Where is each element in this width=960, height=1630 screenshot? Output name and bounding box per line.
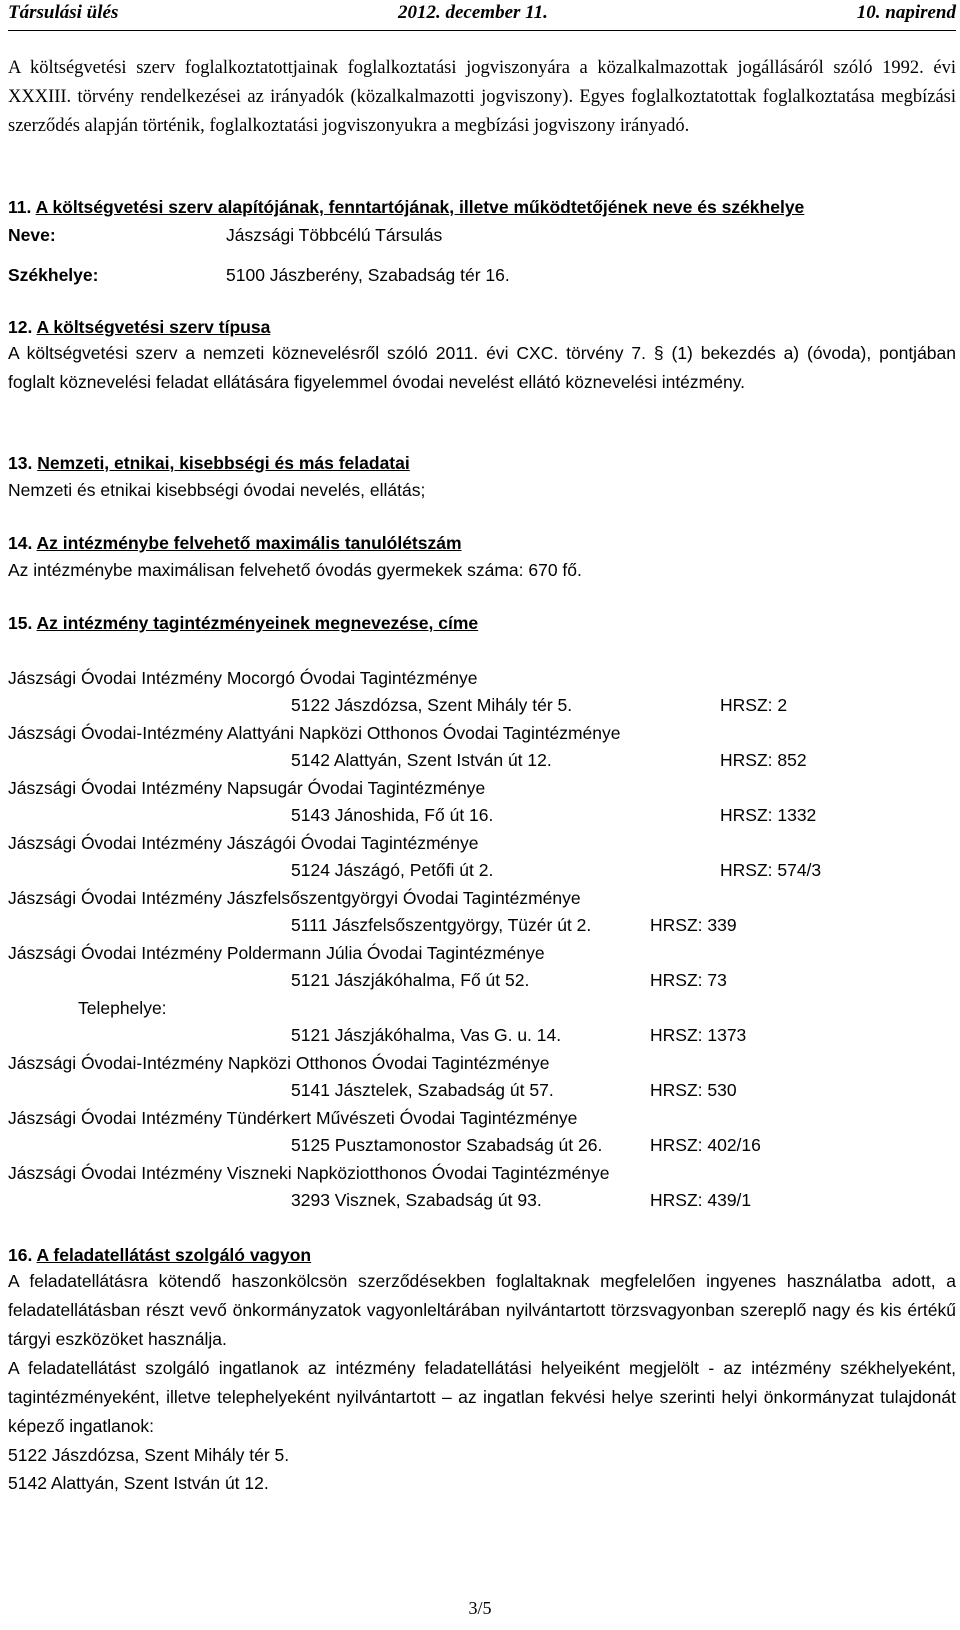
unit-name: Jászsági Óvodai Intézmény Jászfelsőszentgyörgyi Óvodai Tagintézménye xyxy=(8,888,581,908)
section-11-title: A költségvetési szerv alapítójának, fenntartójának, illetve működtetőjének neve és székhelye xyxy=(35,197,805,217)
header-meeting: Társulási ülés xyxy=(8,2,119,23)
unit-address: 5142 Alattyán, Szent István út 12. xyxy=(291,750,552,770)
unit-hrsz: HRSZ: 402/16 xyxy=(650,1135,761,1155)
unit-name: Jászsági Óvodai Intézmény Mocorgó Óvodai Tagintézménye xyxy=(8,668,478,688)
page-number: 3/5 xyxy=(468,1598,492,1618)
section-16-paragraph-1: A feladatellátásra kötendő haszonkölcsön szerződésekben foglaltaknak megfelelően ingyenes használatba adott, a feladatellátásban részt vevő önkormányzatok vagyonleltárában nyilvántartott törzsvagyonban szereplő nagy és kis értékű tárgyi eszközöket használja. xyxy=(8,1271,956,1349)
unit-name: Jászsági Óvodai Intézmény Poldermann Júlia Óvodai Tagintézménye xyxy=(8,943,545,963)
unit-address: 3293 Visznek, Szabadság út 93. xyxy=(291,1190,542,1210)
section-13-title: Nemzeti, etnikai, kisebbségi és más feladatai xyxy=(37,453,410,473)
section-12-title: A költségvetési szerv típusa xyxy=(36,317,271,337)
unit-name: Jászsági Óvodai-Intézmény Alattyáni Napközi Otthonos Óvodai Tagintézménye xyxy=(8,723,621,743)
unit-address: 5141 Jásztelek, Szabadság út 57. xyxy=(291,1080,554,1100)
unit-address: 5125 Pusztamonostor Szabadság út 26. xyxy=(291,1135,603,1155)
unit-name: Jászsági Óvodai Intézmény Tündérkert Művészeti Óvodai Tagintézménye xyxy=(8,1108,578,1128)
section-16-paragraph-2: A feladatellátást szolgáló ingatlanok az intézmény feladatellátási helyeiként megjelölt - az intézmény székhelyeként, tagintézményeként, illetve telephelyeként nyilvántartott – az ingatlan fekvési helye szerinti helyi önkormányzat tulajdonát képező ingatlanok: xyxy=(8,1358,956,1436)
section-14-title: Az intézménybe felvehető maximális tanulólétszám xyxy=(36,533,462,553)
section-14-heading: 14. Az intézménybe felvehető maximális tanulólétszám xyxy=(8,533,462,553)
header-date: 2012. december 11. xyxy=(398,2,548,23)
section-15-title: Az intézmény tagintézményeinek megnevezése, címe xyxy=(36,613,479,633)
unit-hrsz: HRSZ: 530 xyxy=(650,1080,737,1100)
unit-name: Jászsági Óvodai Intézmény Napsugár Óvodai Tagintézménye xyxy=(8,778,486,798)
unit-name: Jászsági Óvodai Intézmény Jászágói Óvodai Tagintézménye xyxy=(8,833,479,853)
unit-address: 5143 Jánoshida, Fő út 16. xyxy=(291,805,494,825)
section-14-body: Az intézménybe maximálisan felvehető óvodás gyermekek száma: 670 fő. xyxy=(8,560,582,580)
unit-address: 5111 Jászfelsőszentgyörgy, Tüzér út 2. xyxy=(291,915,592,935)
section-16-heading: 16. A feladatellátást szolgáló vagyon xyxy=(8,1245,312,1265)
section-12-heading: 12. A költségvetési szerv típusa xyxy=(8,317,271,337)
unit-hrsz: HRSZ: 1373 xyxy=(650,1025,747,1045)
unit-name: Jászsági Óvodai-Intézmény Napközi Otthonos Óvodai Tagintézménye xyxy=(8,1053,550,1073)
unit-address: 5124 Jászágó, Petőfi út 2. xyxy=(291,860,494,880)
intro-paragraph: A költségvetési szerv foglalkoztatottjainak foglalkoztatási jogviszonyára a közalkalmazottak jogállásáról szóló 1992. évi XXXIII. törvény rendelkezései az irányadók (közalkalmazotti jogviszony). Egyes foglalkoztatottak foglalkoztatása megbízási szerződés alapján történik, foglalkoztatási jogviszonyukra a megbízási jogviszony irányadó. xyxy=(8,58,956,136)
unit-hrsz: HRSZ: 574/3 xyxy=(720,860,822,880)
unit-name: Jászsági Óvodai Intézmény Viszneki Napköziotthonos Óvodai Tagintézménye xyxy=(8,1163,610,1183)
property-address: 5142 Alattyán, Szent István út 12. xyxy=(8,1473,269,1493)
unit-hrsz: HRSZ: 339 xyxy=(650,915,737,935)
section-11-seat-label: Székhelye: xyxy=(8,265,99,285)
unit-address: 5121 Jászjákóhalma, Fő út 52. xyxy=(291,970,530,990)
header-agenda: 10. napirend xyxy=(856,2,956,23)
unit-address: 5121 Jászjákóhalma, Vas G. u. 14. xyxy=(291,1025,562,1045)
section-16-title: A feladatellátást szolgáló vagyon xyxy=(36,1245,312,1265)
page-header xyxy=(8,0,956,31)
section-11-heading: 11. A költségvetési szerv alapítójának, fenntartójának, illetve működtetőjének neve és székhelye xyxy=(8,197,805,217)
section-15-heading: 15. Az intézmény tagintézményeinek megnevezése, címe xyxy=(8,613,479,633)
unit-hrsz: HRSZ: 852 xyxy=(720,750,807,770)
section-11-name-label: Neve: xyxy=(8,225,56,245)
section-13-body: Nemzeti és etnikai kisebbségi óvodai nevelés, ellátás; xyxy=(8,480,426,500)
section-11-name-value: Jászsági Többcélú Társulás xyxy=(226,225,443,245)
section-13-heading: 13. Nemzeti, etnikai, kisebbségi és más feladatai xyxy=(8,453,410,473)
property-address: 5122 Jászdózsa, Szent Mihály tér 5. xyxy=(8,1445,290,1465)
unit-site-label: Telephelye: xyxy=(78,998,167,1018)
unit-hrsz: HRSZ: 73 xyxy=(650,970,727,990)
unit-address: 5122 Jászdózsa, Szent Mihály tér 5. xyxy=(291,695,573,715)
unit-hrsz: HRSZ: 2 xyxy=(720,695,788,715)
section-11-seat-value: 5100 Jászberény, Szabadság tér 16. xyxy=(226,265,510,285)
unit-hrsz: HRSZ: 439/1 xyxy=(650,1190,752,1210)
section-12-body: A költségvetési szerv a nemzeti köznevelésről szóló 2011. évi CXC. törvény 7. § (1) bekezdés a) (óvoda), pontjában foglalt köznevelési feladat ellátására figyelemmel óvodai nevelést ellátó köznevelési intézmény. xyxy=(8,343,956,392)
unit-hrsz: HRSZ: 1332 xyxy=(720,805,817,825)
